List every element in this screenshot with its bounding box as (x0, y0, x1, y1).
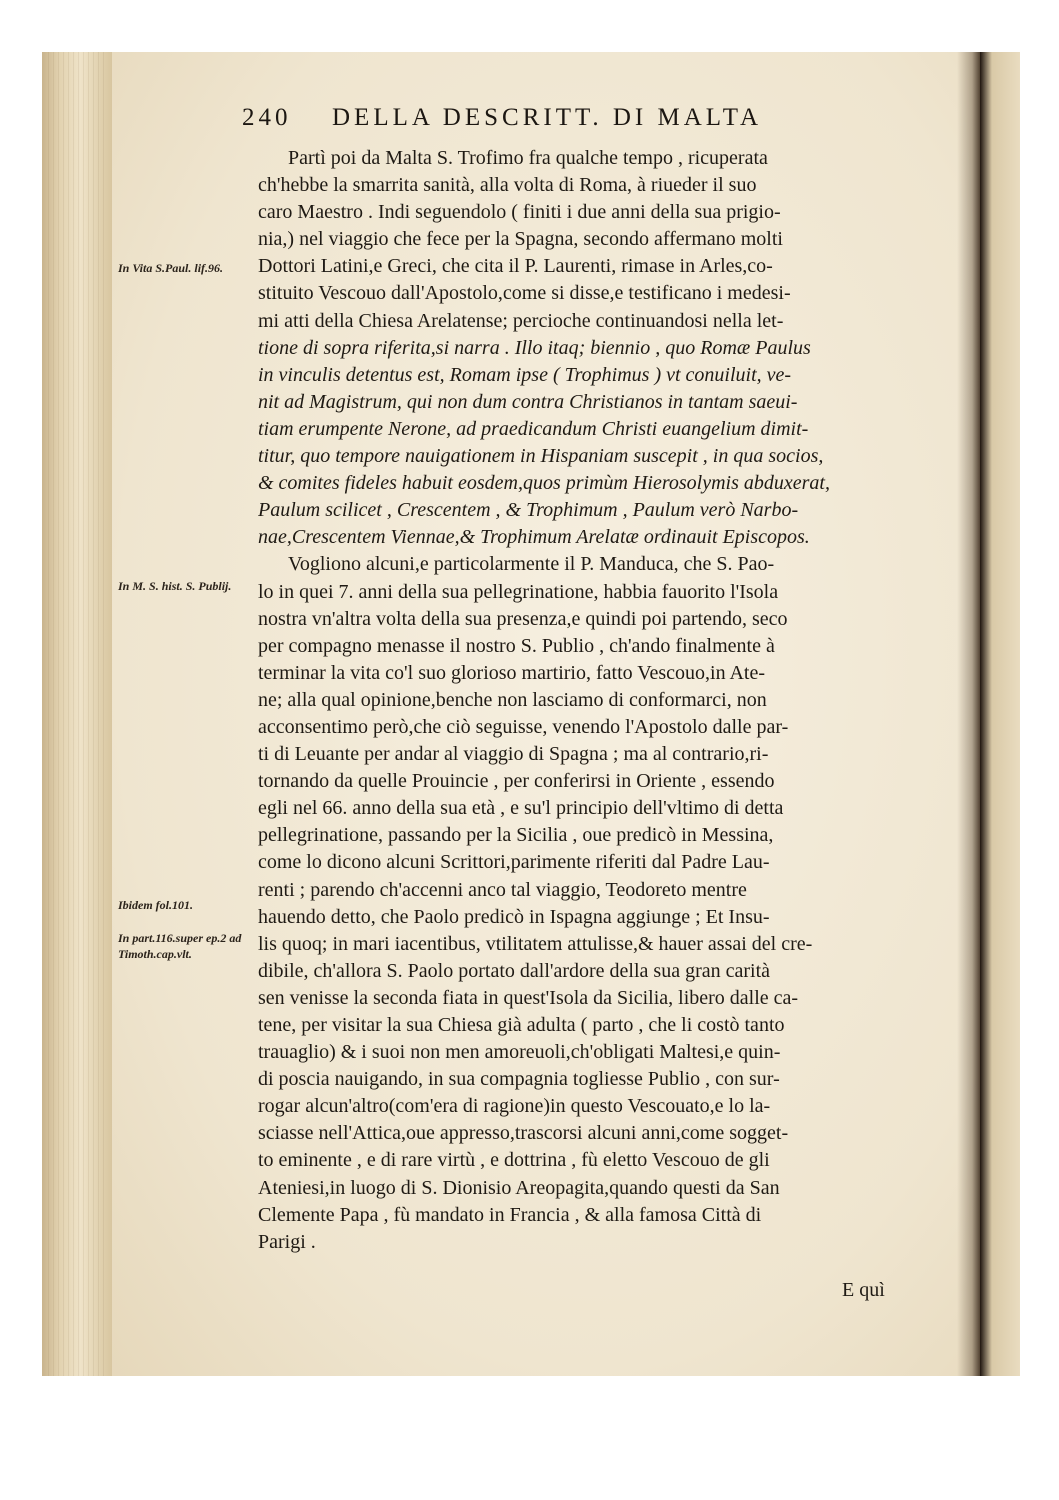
text-line: Dottori Latini,e Greci, che cita il P. Laurenti, rimase in Arles,co- (258, 255, 773, 278)
text-line: mi atti della Chiesa Arelatense; percioche continuandosi nella let- (258, 309, 784, 332)
text-line: in vinculis detentus est, Romam ipse ( Trophimus ) vt conuiluit, ve- (258, 363, 792, 386)
text-line: stituito Vescouo dall'Apostolo,come si disse,e testificano i medesi- (258, 282, 791, 305)
facing-page-edge (980, 52, 1020, 1376)
text-line: & comites fideles habuit eosdem,quos primùm Hierosolymis abduxerat, (258, 472, 830, 495)
text-line: lis quoq; in mari iacentibus, vtilitatem attulisse,& hauer assai del cre- (258, 932, 813, 955)
text-line: come lo dicono alcuni Scrittori,parimente riferiti dal Padre Lau- (258, 851, 770, 874)
text-line: Partì poi da Malta S. Trofimo fra qualche tempo , ricuperata (288, 147, 768, 169)
text-line: to eminente , e di rare virtù , e dottrina , fù eletto Vescouo de gli (258, 1149, 770, 1172)
text-line: Vogliono alcuni,e particolarmente il P. Manduca, che S. Pao- (288, 553, 775, 576)
text-line: ne; alla qual opinione,benche non lasciamo di conformarci, non (258, 688, 767, 711)
text-line: Parigi . (258, 1230, 316, 1253)
text-line: nae,Crescentem Viennae,& Trophimum Arelatæ ordinauit Episcopos. (258, 526, 810, 549)
margin-note: In part.116.super ep.2 ad Timoth.cap.vlt. (118, 931, 242, 961)
book-edge (42, 52, 112, 1376)
text-line: rogar alcun'altro(com'era di ragione)in questo Vescouato,e lo la- (258, 1095, 771, 1118)
catchword: E quì (842, 1279, 885, 1301)
text-line: pellegrinatione, passando per la Sicilia , oue predicò in Messina, (258, 824, 774, 847)
text-line: egli nel 66. anno della sua età , e su'l principio dell'vltimo di detta (258, 797, 784, 820)
text-line: per compagno menasse il nostro S. Publio , ch'ando finalmente à (258, 634, 775, 657)
running-title: DELLA DESCRITT. DI MALTA (332, 104, 763, 131)
text-line: sen venisse la seconda fiata in quest'Isola da Sicilia, libero dalle ca- (258, 986, 799, 1009)
text-line: di poscia nauigando, in sua compagnia togliesse Publio , con sur- (258, 1068, 780, 1091)
text-line: ch'hebbe la smarrita sanità, alla volta di Roma, à riueder il suo (258, 174, 757, 197)
text-line: terminar la vita co'l suo glorioso martirio, fatto Vescouo,in Ate- (258, 661, 766, 684)
text-line: tornando da quelle Prouincie , per conferirsi in Oriente , essendo (258, 770, 775, 793)
text-line: titur, quo tempore nauigationem in Hispaniam suscepit , in qua socios, (258, 445, 824, 468)
text-line: Clemente Papa , fù mandato in Francia , & alla famosa Città di (258, 1203, 762, 1226)
text-line: Ateniesi,in luogo di S. Dionisio Areopagita,quando questi da San (258, 1176, 780, 1199)
text-line: dibile, ch'allora S. Paolo portato dall'ardore della sua gran carità (258, 959, 771, 982)
page-number: 240 (242, 104, 292, 131)
margin-note: Ibidem fol.101. (118, 898, 193, 912)
text-line: tiam erumpente Nerone, ad praedicandum Christi euangelium dimit- (258, 417, 809, 440)
text-line: nit ad Magistrum, qui non dum contra Christianos in tantam saeui- (258, 390, 798, 413)
body-text (258, 145, 908, 1256)
text-line: tione di sopra riferita,si narra . Illo itaq; biennio , quo Romæ Paulus (258, 336, 811, 359)
text-line: renti ; parendo ch'accenni anco tal viaggio, Teodoreto mentre (258, 878, 747, 901)
text-line: ti di Leuante per andar al viaggio di Spagna ; ma al contrario,ri- (258, 743, 769, 766)
text-line: sciasse nell'Attica,oue appresso,trascorsi alcuni anni,come sogget- (258, 1122, 789, 1145)
margin-note: In M. S. hist. S. Publij. (118, 579, 232, 593)
text-line: nia,) nel viaggio che fece per la Spagna, secondo affermano molti (258, 228, 783, 251)
text-line: trauaglio) & i suoi non men amoreuoli,ch'obligati Maltesi,e quin- (258, 1041, 781, 1064)
margin-note: In Vita S.Paul. lif.96. (118, 261, 224, 275)
text-line: hauendo detto, che Paolo predicò in Ispagna aggiunge ; Et Insu- (258, 905, 770, 928)
text-line: caro Maestro . Indi seguendolo ( finiti i due anni della sua prigio- (258, 201, 781, 224)
text-line: nostra vn'altra volta della sua presenza,e quindi poi partendo, seco (258, 607, 788, 630)
running-head (242, 104, 842, 144)
text-line: Paulum scilicet , Crescentem , & Trophimum , Paulum verò Narbo- (258, 499, 799, 522)
book-gutter (957, 52, 982, 1376)
text-line: tene, per visitar la sua Chiesa già adulta ( parto , che li costò tanto (258, 1014, 785, 1036)
text-line: lo in quei 7. anni della sua pellegrinatione, habbia fauorito l'Isola (258, 580, 779, 603)
text-line: acconsentimo però,che ciò seguisse, venendo l'Apostolo dalle par- (258, 715, 789, 738)
